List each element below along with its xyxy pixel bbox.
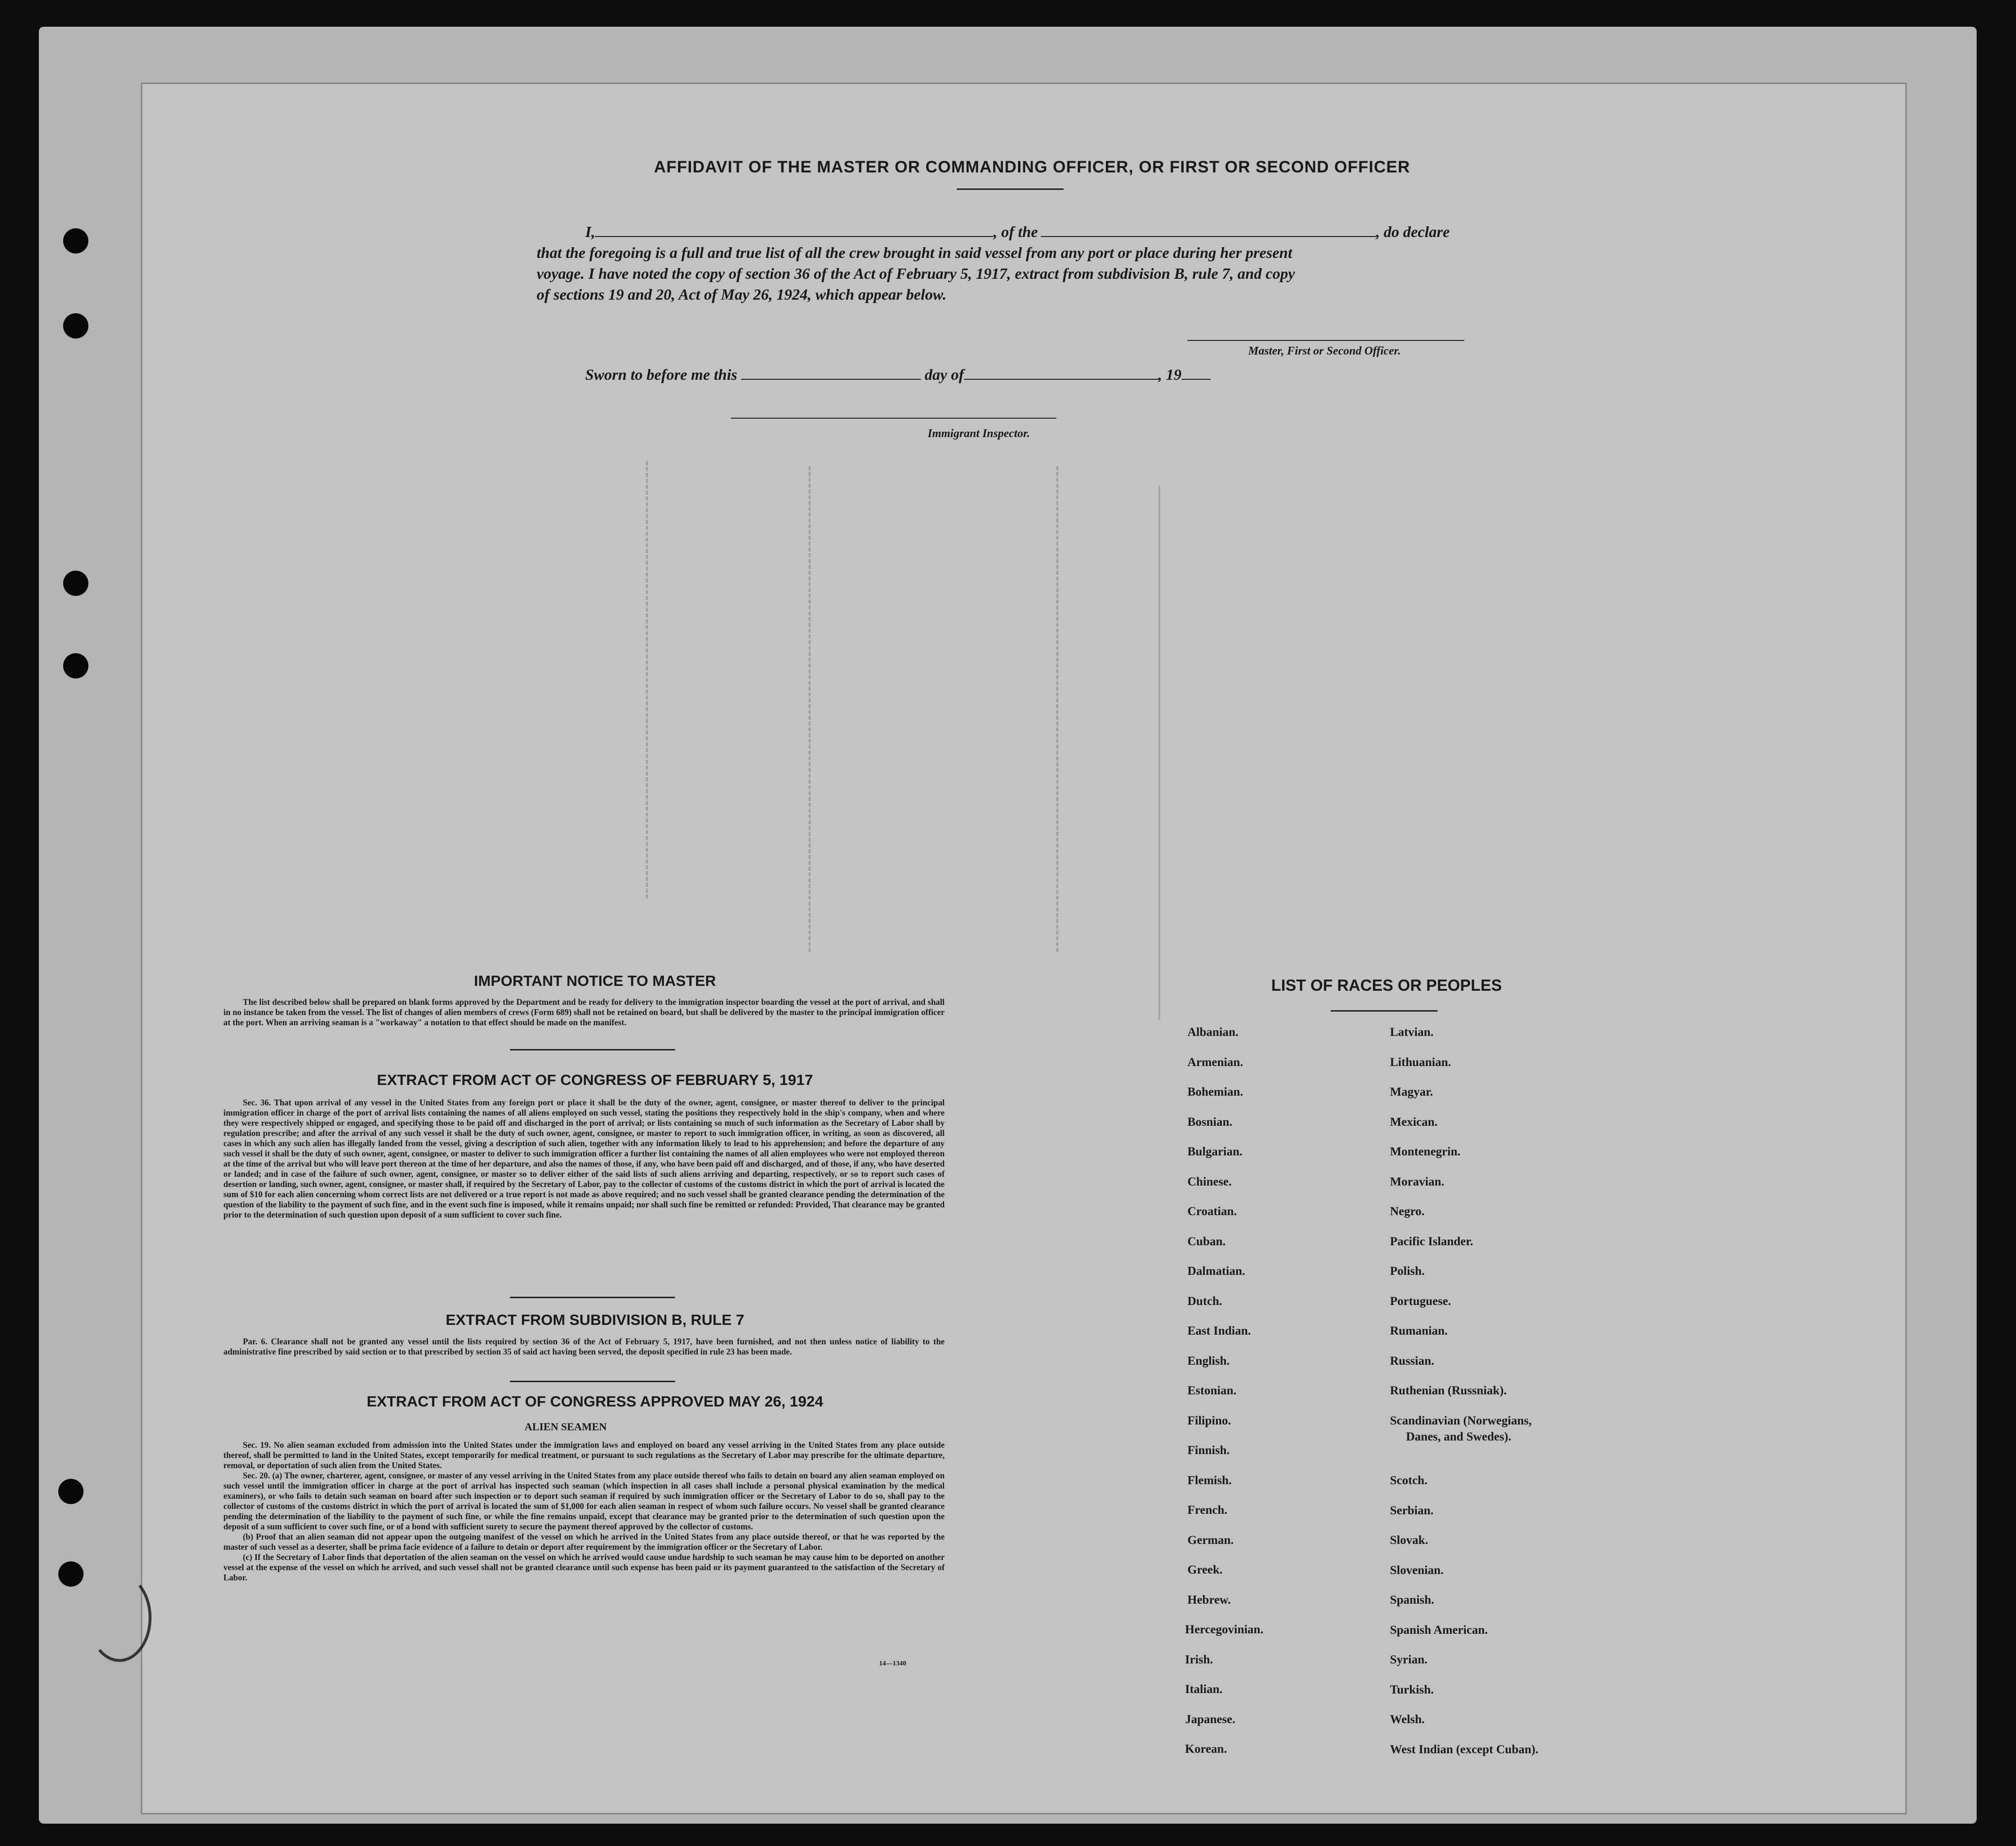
race-item: Lithuanian. [1390, 1055, 1451, 1069]
punch-hole-left-5 [58, 1479, 84, 1504]
affidavit-line-1 [585, 222, 1450, 241]
races-divider [1331, 1010, 1438, 1012]
race-item: Turkish. [1390, 1683, 1434, 1696]
rule7-title: EXTRACT FROM SUBDIVISION B, RULE 7 [445, 1311, 745, 1328]
punch-hole-left-4 [63, 653, 88, 678]
punch-hole-left-3 [63, 571, 88, 596]
sworn-day-field[interactable] [741, 365, 921, 380]
race-item: Bosnian. [1187, 1115, 1233, 1129]
race-item: German. [1187, 1533, 1234, 1547]
sec-19-text: Sec. 19. No alien seaman excluded from admission into the United States under the immigration laws and employed on board any vessel arriving in the United States from any place outside thereof, shall be permitted to land in the United States, except temporarily for medical treatment, or pursuant to such regulations as the Secretary of Labor may prescribe for the ultimate departure, removal, or deportation of such alien from the United States. [223, 1440, 945, 1470]
alien-seamen-subtitle: ALIEN SEAMEN [525, 1421, 607, 1433]
race-item: Welsh. [1390, 1713, 1425, 1726]
race-item: Dutch. [1187, 1294, 1222, 1308]
race-item: Flemish. [1187, 1473, 1232, 1487]
race-item: Croatian. [1187, 1205, 1237, 1218]
race-item: Bulgarian. [1187, 1145, 1243, 1158]
race-item: Chinese. [1187, 1175, 1232, 1188]
sworn-year-field[interactable] [1182, 365, 1211, 380]
race-item: Korean. [1185, 1743, 1227, 1756]
race-item: Montenegrin. [1390, 1145, 1461, 1158]
race-item: Magyar. [1390, 1085, 1433, 1099]
race-item: East Indian. [1187, 1324, 1251, 1338]
sworn-prefix: Sworn to before me this [585, 366, 737, 383]
race-item: Rumanian. [1390, 1324, 1448, 1338]
divider [510, 1297, 675, 1298]
sec-20a-text: Sec. 20. (a) The owner, charterer, agent, consignee, or master of any vessel arriving in the United States from any place outside thereof who fails to detain on board any alien seaman employed on such vessel until the immigration officer in charge at the port of arrival has inspected such seaman (which inspection in all cases shall include a personal physical examination by the medical examiners), or who fails to detain such seaman on board after such inspection or to deport such seaman if required by such immigration officer or the Secretary of Labor to do so, shall pay to the collector of customs of the customs district in which the port of arrival is located the sum of $1,000 for each alien seaman in respect of whom such failure occurs. No vessel shall be granted clearance pending the determination of the liability to the payment of such fine, or while the fine remains unpaid, except that clearance may be granted prior to the determination of such question upon the deposit of a sum sufficient to cover such fine, or of a bond with sufficient surety to secure the payment thereof approved by the collector of customs. [223, 1471, 945, 1531]
sworn-year-label: , 19 [1158, 366, 1182, 383]
race-item: Slovenian. [1390, 1563, 1444, 1577]
race-item: Filipino. [1187, 1414, 1231, 1427]
race-item: Slovak. [1390, 1534, 1428, 1547]
race-item: French. [1187, 1504, 1228, 1517]
race-item: Pacific Islander. [1390, 1235, 1474, 1248]
race-item: Hercegovinian. [1185, 1623, 1264, 1636]
divider [510, 1381, 675, 1382]
race-item: Russian. [1390, 1354, 1435, 1368]
race-item: Albanian. [1187, 1026, 1238, 1039]
race-item: Serbian. [1390, 1504, 1434, 1517]
race-item: Syrian. [1390, 1653, 1428, 1666]
race-item: Finnish. [1187, 1444, 1230, 1457]
title-divider [957, 188, 1064, 190]
affidavit-declare-label: , do declare [1376, 223, 1450, 240]
punch-hole-left-2 [63, 313, 88, 339]
race-item: Moravian. [1390, 1175, 1444, 1188]
inspector-signature-line[interactable] [731, 418, 1056, 419]
race-item: Spanish American. [1390, 1623, 1488, 1637]
ghost-column-rule [646, 461, 648, 898]
declarant-name-field[interactable] [595, 222, 993, 237]
extract-1924-title: EXTRACT FROM ACT OF CONGRESS APPROVED MAY 26, 1924 [367, 1393, 823, 1410]
affidavit-line-4: of sections 19 and 20, Act of May 26, 1924, which appear below. [537, 286, 947, 303]
extract-1917-text: Sec. 36. That upon arrival of any vessel in the United States from any foreign port or place it shall be the duty of the owner, agent, consignee, or master thereof to deliver to the principal immigration officer in charge of the port of arrival lists containing the names of all aliens employed on such vessel, stating the positions they respectively hold in the ship's company, when and where they were respectively shipped or engaged, and specifying those to be paid off and discharged in the port of arrival; or lists containing so much of such information as the Secretary of Labor shall by regulation prescribe; and after the arrival of any such vessel it shall be the duty of such owner, agent, consignee, or master to report to such immigration officer, in writing, as soon as discovered, all cases in which any such alien has illegally landed from the vessel, giving a description of such alien, together with any information likely to lead to his apprehension; and before the departure of any such vessel it shall be the duty of such owner, agent, consignee, or master to deliver to such immigration officer a further list containing the names of all alien employees who were not employed thereon at the time of the arrival but who will leave port thereon at the time of her departure, and also the names of those, if any, who have been paid off and discharged, and of those, if any, who have deserted or landed; and in case of the failure of such owner, agent, consignee, or master so to deliver either of the said lists of such aliens arriving and departing, respectively, or so to report such cases of desertion or landing, such owner, agent, consignee, or master shall, if required by the Secretary of Labor, pay to the collector of customs of the customs district in which the port of arrival is located the sum of $10 for each alien concerning whom correct lists are not delivered or a true report is not made as above required; and no such vessel shall be granted clearance pending the determination of the question of the liability to the payment of such fine, and in the event such fine is imposed, while it remains unpaid; nor shall such fine be remitted or refunded: Provided, That clearance may be granted prior to the determination of such question upon deposit of a sum sufficient to cover such fine. [223, 1098, 945, 1219]
race-item: Mexican. [1390, 1115, 1438, 1129]
race-item: Japanese. [1185, 1712, 1236, 1726]
race-item: English. [1187, 1354, 1230, 1368]
master-signature-line[interactable] [1187, 340, 1464, 341]
affidavit-line-2: that the foregoing is a full and true list of all the crew brought in said vessel from any port or place during her present [537, 244, 1292, 261]
punch-hole-left-6 [58, 1561, 84, 1587]
race-item: West Indian (except Cuban). [1390, 1743, 1539, 1756]
rule7-text: Par. 6. Clearance shall not be granted any vessel until the lists required by section 36 of the Act of February 5, 1917, have been furnished, and not then unless notice of liability to the administrative fine prescribed by said section or to that prescribed by section 35 of said act having been served, the deposit specified in rule 23 has been made. [223, 1337, 945, 1356]
ghost-column-rule [1158, 486, 1160, 1020]
race-item: Scotch. [1390, 1474, 1428, 1487]
race-item: Portuguese. [1390, 1294, 1451, 1308]
race-item: Danes, and Swedes). [1406, 1430, 1511, 1443]
race-item: Estonian. [1187, 1384, 1237, 1397]
race-item: Hebrew. [1187, 1593, 1231, 1607]
master-signature-label: Master, First or Second Officer. [1248, 345, 1401, 357]
ghost-column-rule [1056, 466, 1058, 952]
race-item: Italian. [1185, 1683, 1223, 1696]
extract-1924-text [223, 1440, 945, 1583]
sworn-line [585, 365, 1211, 384]
race-item: Cuban. [1187, 1235, 1226, 1248]
notice-text: The list described below shall be prepared on blank forms approved by the Department and be ready for delivery to the immigration inspector boarding the vessel at the port of arrival, and shall in no instance be taken from the vessel. The list of changes of alien members of crews (Form 689) shall not be retained on board, but shall be delivered by the master to the principal immigration officer at the port. When an arriving seaman is a "workaway" a notation to that effect should be made on the manifest. [223, 997, 945, 1027]
races-title: LIST OF RACES OR PEOPLES [1271, 976, 1502, 994]
inspector-label: Immigrant Inspector. [928, 427, 1030, 440]
notice-title: IMPORTANT NOTICE TO MASTER [474, 972, 716, 989]
race-item: Ruthenian (Russniak). [1390, 1384, 1507, 1397]
sec-20c-text: (c) If the Secretary of Labor finds that deportation of the alien seaman on the vessel on which he arrived would cause undue hardship to such seaman he may cause him to be deported on another vessel at the expense of the vessel on which he arrived, and such vessel shall not be granted clearance until such expense has been paid or its payment guaranteed to the satisfaction of the Secretary of Labor. [223, 1552, 945, 1582]
race-item: Dalmatian. [1187, 1265, 1245, 1278]
divider [510, 1049, 675, 1050]
affidavit-line-3: voyage. I have noted the copy of section 36 of the Act of February 5, 1917, extract from subdivision B, rule 7, and copy [537, 265, 1295, 282]
sworn-day-of: day of [924, 366, 964, 383]
extract-1917-title: EXTRACT FROM ACT OF CONGRESS OF FEBRUARY 5, 1917 [377, 1071, 813, 1088]
affidavit-i-label: I, [585, 223, 595, 240]
race-item: Greek. [1187, 1563, 1223, 1576]
race-item: Latvian. [1390, 1026, 1434, 1039]
race-item: Polish. [1390, 1265, 1425, 1278]
ink-smudge [87, 1574, 152, 1662]
race-item: Spanish. [1390, 1593, 1435, 1607]
race-item: Scandinavian (Norwegians, [1390, 1414, 1532, 1427]
race-item: Bohemian. [1187, 1085, 1243, 1099]
vessel-name-field[interactable] [1041, 222, 1376, 237]
punch-hole-left-1 [63, 228, 88, 254]
race-item: Armenian. [1187, 1055, 1243, 1069]
affidavit-title: AFFIDAVIT OF THE MASTER OR COMMANDING OFFICER, OR FIRST OR SECOND OFFICER [654, 158, 1410, 176]
form-number: 14—1340 [879, 1660, 906, 1667]
race-item: Irish. [1185, 1653, 1213, 1666]
affidavit-of-the-label: , of the [993, 223, 1038, 240]
sworn-month-field[interactable] [964, 365, 1158, 380]
ghost-column-rule [809, 466, 811, 952]
sec-20b-text: (b) Proof that an alien seaman did not appear upon the outgoing manifest of the vessel on which he arrived in the United States from any place outside thereof, or that he was reported by the master of such vessel as a deserter, shall be prima facie evidence of a failure to detain or deport after requirement by the immigration officer or the Secretary of Labor. [223, 1532, 945, 1552]
race-item: Negro. [1390, 1205, 1425, 1218]
